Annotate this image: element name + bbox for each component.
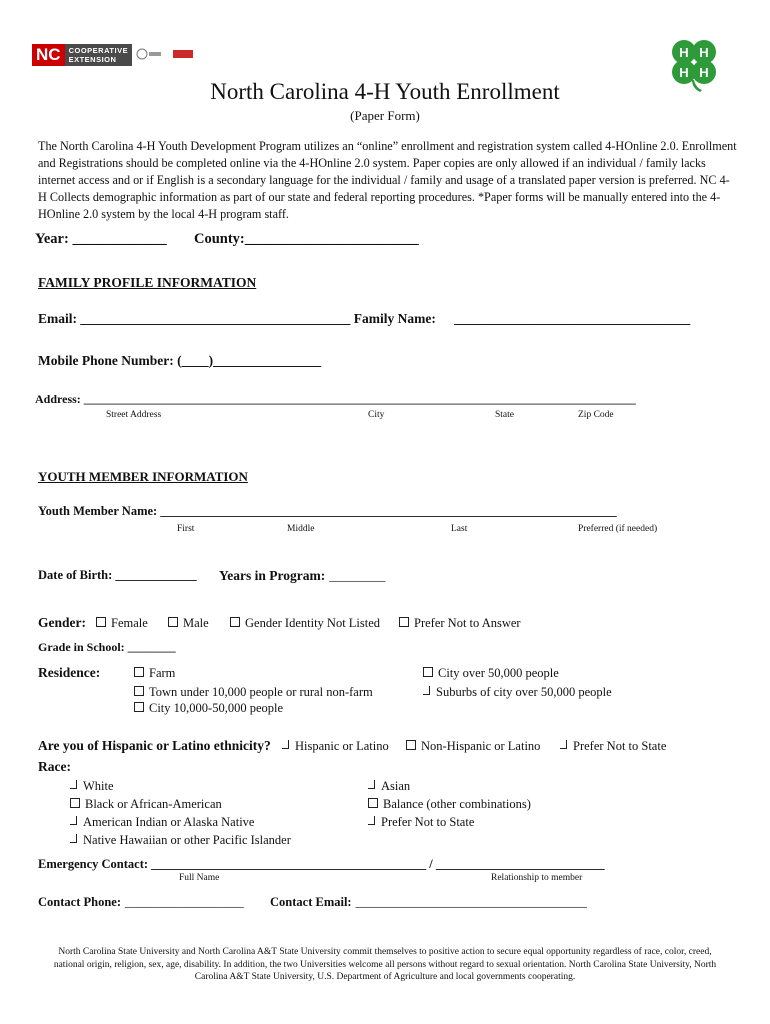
address-sub-zip: Zip Code	[578, 410, 614, 420]
race-prefer-not-option[interactable]: Prefer Not to State	[368, 815, 474, 830]
gender-female-option[interactable]: Female	[96, 616, 148, 631]
name-sub-last: Last	[451, 524, 468, 534]
years-line: _________	[329, 569, 386, 583]
partner-logo-icon	[170, 44, 196, 64]
gender-prefer-not-option[interactable]: Prefer Not to Answer	[399, 616, 521, 631]
residence-label: Residence:	[38, 665, 101, 680]
checkbox-icon[interactable]	[70, 816, 77, 825]
dob-field[interactable]: Date of Birth: _____________	[38, 568, 197, 582]
checkbox-icon[interactable]	[399, 617, 409, 627]
checkbox-icon[interactable]	[134, 686, 144, 696]
family-section-heading: FAMILY PROFILE INFORMATION	[38, 275, 257, 290]
address-sub-state: State	[495, 410, 514, 420]
name-sub-first: First	[177, 524, 195, 534]
hispanic-yes-option[interactable]: Hispanic or Latino	[282, 739, 389, 754]
gender-male-option[interactable]: Male	[168, 616, 209, 631]
emergency-contact-field[interactable]: Emergency Contact: ____________________________________________ / ___________________________	[38, 857, 605, 871]
residence-farm-option[interactable]: Farm	[134, 666, 175, 681]
checkbox-icon[interactable]	[560, 740, 567, 749]
checkbox-icon[interactable]	[368, 780, 375, 789]
footer-disclaimer: North Carolina State University and North Carolina A&T State University commit themselves to positive action to secure equal opportunity regardless of race, color, creed, national origin, religion, sex, age, disability. In addition, the two Universities welcome all persons without regard to sexual orientation. North Carolina State University, North Carolina A&T State University, U.S. Department of Agriculture and local governments cooperating.	[53, 947, 717, 982]
race-label: Race:	[38, 759, 71, 774]
checkbox-icon[interactable]	[168, 617, 178, 627]
years-in-program[interactable]	[219, 567, 385, 585]
checkbox-icon[interactable]	[230, 617, 240, 627]
youth-name-field[interactable]: Youth Member Name: _________________________________________________________________________	[38, 504, 617, 518]
gender-not-listed-option[interactable]: Gender Identity Not Listed	[230, 616, 380, 631]
emergency-sub-relationship: Relationship to member	[491, 873, 583, 883]
race-pacific-islander-option[interactable]: Native Hawaiian or other Pacific Islander	[70, 833, 291, 848]
address-sub-city: City	[368, 410, 385, 420]
page-subtitle: (Paper Form)	[350, 108, 420, 123]
checkbox-icon[interactable]	[423, 686, 430, 695]
grade-field[interactable]: Grade in School: ________	[38, 640, 176, 654]
intro-paragraph: The North Carolina 4-H Youth Development Program utilizes an “online” enrollment and registration system called 4-HOnline 2.0. Enrollment and Registrations should be completed online via the 4-HOnline 2.0 system. Paper copies are only allowed if an individual / family lacks internet access and or if English is a secondary language for the individual / family and usage of a translated paper version is preferred. NC 4-H Collects demographic information as part of our state and federal reporting procedures. *Paper forms will be manually entered into the 4-HOnline 2.0 system by the local 4-H program staff.	[38, 139, 737, 221]
name-sub-preferred: Preferred (if needed)	[578, 524, 658, 534]
email-field[interactable]: Email: ________________________________________ Family Name:	[38, 311, 436, 326]
checkbox-icon[interactable]	[134, 667, 144, 677]
residence-city-mid-option[interactable]: City 10,000-50,000 people	[134, 701, 283, 716]
svg-text:H: H	[679, 45, 689, 60]
contact-phone-field[interactable]	[38, 893, 244, 911]
race-asian-option[interactable]: Asian	[368, 779, 410, 794]
hispanic-label: Are you of Hispanic or Latino ethnicity?	[38, 738, 271, 753]
checkbox-icon[interactable]	[406, 740, 416, 750]
race-balance-option[interactable]: Balance (other combinations)	[368, 797, 531, 812]
checkbox-icon[interactable]	[70, 780, 77, 789]
checkbox-icon[interactable]	[70, 834, 77, 843]
hispanic-prefer-not-option[interactable]: Prefer Not to State	[560, 739, 666, 754]
svg-text:H: H	[699, 65, 709, 80]
svg-text:H: H	[699, 45, 709, 60]
checkbox-icon[interactable]	[423, 667, 433, 677]
emergency-sub-fullname: Full Name	[179, 873, 220, 883]
mobile-phone-field[interactable]: Mobile Phone Number: (____)________________	[38, 353, 322, 368]
hispanic-no-option[interactable]: Non-Hispanic or Latino	[406, 739, 540, 754]
years-label: Years in Program:	[219, 568, 326, 583]
university-seal-icon	[134, 44, 162, 64]
contact-phone-line: ___________________	[124, 895, 244, 909]
contact-email-line: _____________________________________	[355, 895, 587, 909]
name-sub-middle: Middle	[287, 524, 315, 534]
county-field[interactable]: County:________________________	[194, 231, 419, 247]
race-black-option[interactable]: Black or African-American	[70, 797, 222, 812]
checkbox-icon[interactable]	[368, 798, 378, 808]
address-field[interactable]: Address: ____________________________________________________________________________________________	[35, 392, 636, 406]
race-white-option[interactable]: White	[70, 779, 114, 794]
contact-email-field[interactable]	[270, 893, 587, 911]
checkbox-icon[interactable]	[282, 740, 289, 749]
youth-section-heading: YOUTH MEMBER INFORMATION	[38, 469, 248, 484]
residence-town-option[interactable]: Town under 10,000 people or rural non-farm	[134, 685, 373, 700]
contact-phone-label: Contact Phone:	[38, 895, 121, 909]
year-field[interactable]: Year: _____________	[35, 231, 167, 247]
gender-label: Gender:	[38, 615, 86, 630]
nc-logo-mark: NC	[32, 44, 65, 66]
page-title: North Carolina 4-H Youth Enrollment	[210, 79, 560, 104]
family-name-field[interactable]: ___________________________________	[454, 311, 691, 326]
contact-email-label: Contact Email:	[270, 895, 352, 909]
checkbox-icon[interactable]	[70, 798, 80, 808]
residence-suburbs-option[interactable]: Suburbs of city over 50,000 people	[423, 685, 612, 700]
svg-text:H: H	[679, 65, 689, 80]
nc-cooperative-extension-logo	[32, 44, 132, 66]
address-sub-street: Street Address	[106, 410, 162, 420]
checkbox-icon[interactable]	[368, 816, 375, 825]
residence-city-large-option[interactable]: City over 50,000 people	[423, 666, 559, 681]
checkbox-icon[interactable]	[96, 617, 106, 627]
race-american-indian-option[interactable]: American Indian or Alaska Native	[70, 815, 254, 830]
nc-logo-text: COOPERATIVE EXTENSION	[65, 44, 133, 66]
checkbox-icon[interactable]	[134, 702, 144, 712]
